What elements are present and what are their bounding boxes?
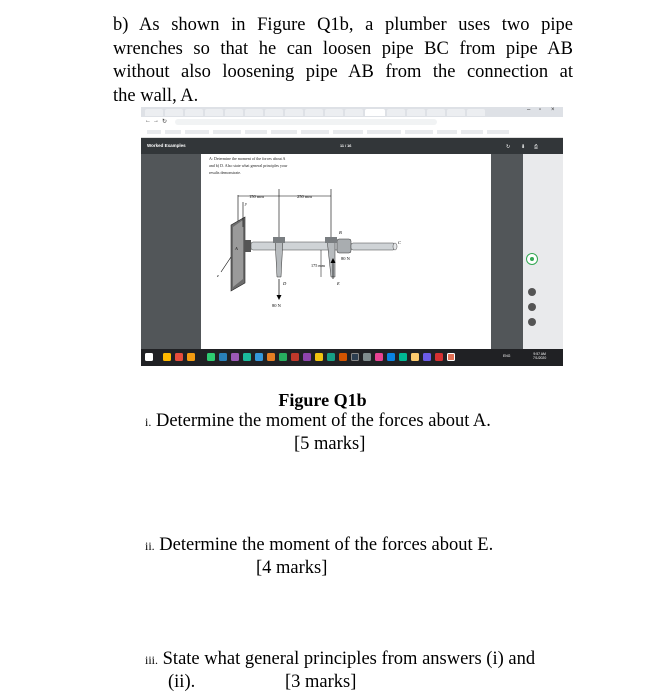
taskbar-app-icon[interactable] bbox=[207, 353, 215, 361]
intro-line-3: without also loosening pipe AB from the connection at bbox=[113, 62, 573, 82]
pdf-text-line: and b) D. Also state what general principles your bbox=[209, 163, 288, 168]
question-1-marks: [5 marks] bbox=[294, 434, 366, 454]
question-3-marks: [3 marks] bbox=[285, 672, 357, 692]
minimize-icon[interactable]: – bbox=[527, 107, 531, 113]
question-number: iii. bbox=[145, 653, 159, 667]
question-number: i. bbox=[145, 415, 152, 429]
label-c: C bbox=[398, 240, 402, 245]
taskbar-app-icon[interactable] bbox=[267, 353, 275, 361]
print-icon[interactable]: ⎙ bbox=[534, 144, 539, 150]
taskbar-clock[interactable] bbox=[533, 352, 546, 360]
pipe-bc bbox=[351, 243, 395, 250]
label-d: D bbox=[283, 281, 287, 286]
back-icon[interactable]: ← bbox=[145, 118, 151, 124]
wrench-d-jaw bbox=[273, 237, 285, 243]
question-number: ii. bbox=[145, 539, 155, 553]
axis-z bbox=[221, 257, 231, 272]
figure-caption: Figure Q1b bbox=[278, 390, 367, 410]
intro-line-2: wrenches so that he can loosen pipe BC from pipe AB bbox=[113, 38, 573, 59]
label-y: y bbox=[245, 201, 247, 206]
rotate-icon[interactable]: ↻ bbox=[506, 144, 511, 150]
wrench-d bbox=[275, 239, 283, 277]
taskbar-app-icon[interactable] bbox=[163, 353, 171, 361]
taskbar-app-icon[interactable] bbox=[339, 353, 347, 361]
dimension-label-150: 150 mm bbox=[249, 194, 264, 199]
label-a: A bbox=[235, 246, 238, 251]
download-icon[interactable]: ⬇ bbox=[521, 144, 526, 150]
taskbar-date: 7/1/2020 bbox=[533, 356, 547, 360]
wall-flange bbox=[245, 240, 251, 252]
start-icon[interactable] bbox=[145, 353, 153, 361]
taskbar-app-icon[interactable] bbox=[363, 353, 371, 361]
settings-icon[interactable] bbox=[528, 288, 536, 296]
pdf-text-line: A: Determine the moment of the forces about A bbox=[209, 156, 286, 161]
pipe-coupling-b bbox=[337, 239, 351, 253]
question-1 bbox=[145, 410, 491, 434]
wrench-e bbox=[327, 239, 335, 277]
record-icon bbox=[530, 257, 534, 261]
close-icon[interactable]: × bbox=[551, 107, 555, 113]
question-3 bbox=[145, 648, 535, 672]
taskbar-app-icon[interactable] bbox=[351, 353, 359, 361]
reload-icon[interactable]: ↻ bbox=[162, 119, 168, 125]
taskbar-language[interactable]: ENG bbox=[503, 354, 511, 358]
force-label-e: 80 N bbox=[341, 256, 350, 261]
taskbar-app-icon[interactable] bbox=[231, 353, 239, 361]
wall-face bbox=[233, 220, 243, 287]
add-icon[interactable] bbox=[528, 303, 536, 311]
taskbar-app-icon[interactable] bbox=[315, 353, 323, 361]
question-2-marks: [4 marks] bbox=[256, 558, 328, 578]
taskbar-app-icon[interactable] bbox=[375, 353, 383, 361]
question-text: State what general principles from answers (i) and bbox=[162, 649, 536, 669]
taskbar-app-icon[interactable] bbox=[219, 353, 227, 361]
intro-paragraph bbox=[113, 14, 573, 108]
taskbar-app-icon[interactable] bbox=[255, 353, 263, 361]
question-3-continued: (ii). bbox=[168, 672, 196, 692]
intro-line-4: the wall, A. bbox=[113, 85, 199, 106]
taskbar-app-icon[interactable] bbox=[327, 353, 335, 361]
taskbar-app-icon[interactable] bbox=[291, 353, 299, 361]
taskbar-app-icon[interactable] bbox=[387, 353, 395, 361]
pdf-page-indicator: 11 / 16 bbox=[340, 144, 352, 148]
label-e: E bbox=[337, 281, 340, 286]
taskbar-app-icon[interactable] bbox=[279, 353, 287, 361]
wrench-e-jaw bbox=[325, 237, 337, 243]
taskbar-app-icon[interactable] bbox=[187, 353, 195, 361]
label-b: B bbox=[339, 230, 342, 235]
maximize-icon[interactable]: ▫ bbox=[539, 107, 542, 113]
dimension-label-175: 175 mm bbox=[311, 263, 325, 268]
taskbar-app-icon[interactable] bbox=[447, 353, 455, 361]
taskbar-app-icon[interactable] bbox=[411, 353, 419, 361]
taskbar-app-icon[interactable] bbox=[303, 353, 311, 361]
taskbar-app-icon[interactable] bbox=[423, 353, 431, 361]
embedded-browser-screenshot bbox=[141, 107, 563, 366]
question-text: Determine the moment of the forces about A. bbox=[155, 411, 491, 431]
force-label-d: 80 N bbox=[272, 303, 281, 308]
remove-icon[interactable] bbox=[528, 318, 536, 326]
forward-icon[interactable]: → bbox=[153, 118, 159, 124]
taskbar-time: 9:57 AM bbox=[533, 352, 546, 356]
taskbar-app-icon[interactable] bbox=[243, 353, 251, 361]
taskbar-app-icon[interactable] bbox=[175, 353, 183, 361]
taskbar-app-icon[interactable] bbox=[399, 353, 407, 361]
pdf-title: Worked Examples bbox=[147, 143, 186, 148]
question-text: Determine the moment of the forces about E. bbox=[159, 535, 494, 555]
dimension-label-250: 250 mm bbox=[297, 194, 312, 199]
question-2 bbox=[145, 534, 493, 558]
pipe-wrench-figure bbox=[141, 107, 563, 366]
label-z: z bbox=[217, 273, 219, 278]
pdf-text-line: results demonstrate. bbox=[209, 170, 241, 175]
taskbar-app-icon[interactable] bbox=[435, 353, 443, 361]
intro-line-1: b) As shown in Figure Q1b, a plumber uses two pipe bbox=[113, 15, 573, 35]
pipe-end-c bbox=[393, 243, 397, 250]
force-arrowhead-d bbox=[277, 295, 282, 300]
